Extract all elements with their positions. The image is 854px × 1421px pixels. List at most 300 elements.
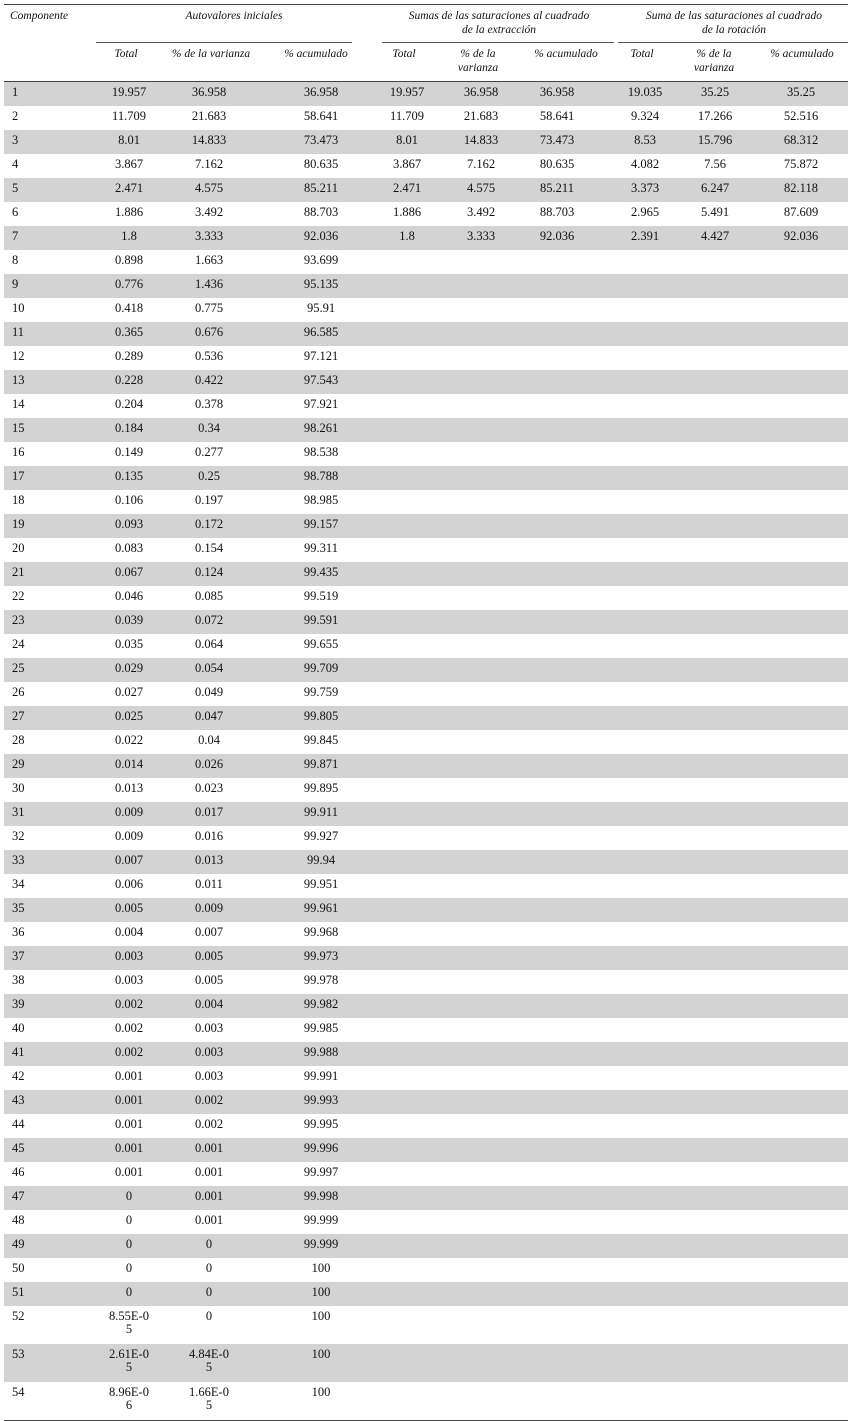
cell-pctvar-1: 0.026 — [194, 757, 224, 771]
header-total-3: Total — [630, 48, 654, 60]
cell-total-1: 0.009 — [114, 829, 144, 843]
cell-pctvar-2: 3.333 — [466, 229, 496, 243]
cell-pctacum-3: 35.25 — [786, 85, 816, 99]
cell-total-1: 0.002 — [114, 1021, 144, 1035]
cell-pctacum-1: 99.996 — [303, 1141, 339, 1155]
cell-total-1: 0.046 — [114, 589, 144, 603]
cell-pctacum-1: 99.805 — [303, 709, 339, 723]
cell-total-1: 8.55E-05 — [109, 1309, 149, 1336]
variance-table — [4, 4, 848, 1421]
cell-total-1: 0.001 — [114, 1069, 144, 1083]
cell-total-1: 0.184 — [114, 421, 144, 435]
cell-pctvar-1: 0.378 — [194, 397, 224, 411]
cell-total-1: 0.025 — [114, 709, 144, 723]
table-row — [4, 1090, 848, 1114]
table-row — [4, 202, 848, 226]
cell-componente: 46 — [12, 1165, 25, 1179]
cell-total-1: 0.002 — [114, 1045, 144, 1059]
cell-componente: 3 — [12, 133, 19, 147]
cell-total-1: 8.01 — [118, 133, 140, 147]
table-row — [4, 946, 848, 970]
table-row — [4, 346, 848, 370]
cell-total-1: 0 — [125, 1261, 133, 1275]
header-pctvar-3 — [684, 47, 744, 75]
header-pctacum-3: % acumulado — [770, 48, 834, 60]
header-group-extraccion-line1: Sumas de las saturaciones al cuadrado — [408, 10, 590, 22]
header-total-2: Total — [392, 48, 416, 60]
cell-total-1: 0.003 — [114, 973, 144, 987]
table-row — [4, 322, 848, 346]
table-row — [4, 1344, 848, 1382]
cell-pctacum-1: 100 — [311, 1285, 331, 1299]
cell-pctvar-1: 0.064 — [194, 637, 224, 651]
cell-pctvar-1: 0.676 — [194, 325, 224, 339]
cell-total-1: 11.709 — [112, 109, 146, 123]
cell-componente: 49 — [12, 1237, 25, 1251]
cell-pctvar-1: 0 — [205, 1309, 213, 1323]
table-body — [4, 82, 848, 1421]
cell-pctvar-1: 7.162 — [194, 157, 224, 171]
table-row — [4, 82, 848, 106]
cell-componente: 31 — [12, 805, 25, 819]
cell-total-1: 8.96E-06 — [109, 1385, 149, 1412]
table-row — [4, 682, 848, 706]
table-row — [4, 1234, 848, 1258]
table-row — [4, 658, 848, 682]
cell-pctvar-2: 21.683 — [463, 109, 499, 123]
cell-pctvar-1: 0 — [205, 1261, 213, 1275]
cell-pctvar-1: 0.001 — [194, 1165, 224, 1179]
cell-pctvar-1: 36.958 — [191, 85, 227, 99]
cell-pctvar-1: 0.422 — [194, 373, 224, 387]
cell-pctacum-1: 99.988 — [303, 1045, 339, 1059]
cell-pctvar-1: 0.277 — [194, 445, 224, 459]
cell-pctacum-1: 99.911 — [304, 805, 338, 819]
cell-total-1: 0.009 — [114, 805, 144, 819]
header-divider-2 — [382, 42, 614, 43]
table-row — [4, 1162, 848, 1186]
cell-componente: 53 — [12, 1347, 25, 1361]
cell-pctacum-1: 100 — [311, 1347, 331, 1361]
cell-pctacum-2: 58.641 — [539, 109, 575, 123]
cell-total-1: 0.776 — [114, 277, 144, 291]
cell-componente: 51 — [12, 1285, 25, 1299]
table-header — [4, 4, 848, 82]
cell-pctacum-1: 99.997 — [303, 1165, 339, 1179]
header-divider-3 — [618, 42, 848, 43]
table-row — [4, 1066, 848, 1090]
cell-pctacum-1: 100 — [311, 1385, 331, 1399]
cell-pctacum-3: 82.118 — [784, 181, 818, 195]
cell-total-1: 1.8 — [121, 229, 137, 243]
header-pctacum-2: % acumulado — [534, 48, 598, 60]
table-row — [4, 514, 848, 538]
cell-componente: 15 — [12, 421, 25, 435]
cell-pctacum-1: 99.985 — [303, 1021, 339, 1035]
cell-componente: 50 — [12, 1261, 25, 1275]
cell-componente: 23 — [12, 613, 25, 627]
cell-pctacum-1: 98.538 — [303, 445, 339, 459]
cell-pctvar-1: 0.003 — [194, 1045, 224, 1059]
cell-componente: 12 — [12, 349, 25, 363]
cell-pctacum-2: 80.635 — [539, 157, 575, 171]
cell-componente: 16 — [12, 445, 25, 459]
table-row — [4, 178, 848, 202]
cell-pctacum-1: 100 — [311, 1309, 331, 1323]
cell-pctvar-1: 0.085 — [194, 589, 224, 603]
cell-pctvar-1: 4.575 — [194, 181, 224, 195]
header-pctvar-1: % de la varianza — [171, 48, 251, 60]
cell-pctvar-1: 0.003 — [194, 1021, 224, 1035]
cell-total-3: 2.391 — [630, 229, 660, 243]
cell-pctacum-1: 93.699 — [303, 253, 339, 267]
cell-total-1: 0.106 — [114, 493, 144, 507]
cell-componente: 8 — [12, 253, 19, 267]
cell-total-1: 0.005 — [114, 901, 144, 915]
table-row — [4, 898, 848, 922]
table-row — [4, 130, 848, 154]
cell-componente: 47 — [12, 1189, 25, 1203]
cell-total-1: 0.289 — [114, 349, 144, 363]
cell-total-1: 0 — [125, 1285, 133, 1299]
table-row — [4, 706, 848, 730]
cell-pctacum-1: 97.543 — [303, 373, 339, 387]
cell-pctvar-3: 4.427 — [700, 229, 730, 243]
header-divider-1 — [96, 42, 352, 43]
cell-pctvar-1: 0.124 — [194, 565, 224, 579]
cell-componente: 2 — [12, 109, 19, 123]
cell-total-1: 0.228 — [114, 373, 144, 387]
cell-total-3: 4.082 — [630, 157, 660, 171]
cell-total-1: 2.471 — [114, 181, 144, 195]
cell-pctvar-1: 0.001 — [194, 1213, 224, 1227]
table-row — [4, 226, 848, 250]
cell-pctvar-3: 17.266 — [697, 109, 733, 123]
cell-total-1: 0.003 — [114, 949, 144, 963]
table-row — [4, 394, 848, 418]
header-total-1: Total — [114, 48, 138, 60]
cell-pctacum-1: 99.709 — [303, 661, 339, 675]
cell-pctvar-1: 1.663 — [194, 253, 224, 267]
cell-pctacum-1: 99.999 — [303, 1237, 339, 1251]
table-row — [4, 466, 848, 490]
cell-componente: 4 — [12, 157, 19, 171]
cell-total-1: 0.001 — [114, 1117, 144, 1131]
cell-total-1: 0.001 — [114, 1093, 144, 1107]
table-row — [4, 610, 848, 634]
cell-componente: 52 — [12, 1309, 25, 1323]
table-row — [4, 730, 848, 754]
cell-pctvar-2: 36.958 — [463, 85, 499, 99]
cell-total-1: 0.035 — [114, 637, 144, 651]
cell-total-1: 3.867 — [114, 157, 144, 171]
cell-componente: 14 — [12, 397, 25, 411]
cell-componente: 38 — [12, 973, 25, 987]
table-row — [4, 1186, 848, 1210]
header-group-rotacion-line1: Suma de las saturaciones al cuadrado — [645, 10, 822, 22]
cell-componente: 48 — [12, 1213, 25, 1227]
table-row — [4, 106, 848, 130]
cell-pctacum-2: 85.211 — [540, 181, 574, 195]
table-row — [4, 1018, 848, 1042]
cell-total-1: 2.61E-05 — [109, 1347, 149, 1374]
cell-pctvar-1: 0.001 — [194, 1189, 224, 1203]
cell-pctacum-1: 99.993 — [303, 1093, 339, 1107]
cell-total-3: 19.035 — [627, 85, 663, 99]
cell-total-1: 0.418 — [114, 301, 144, 315]
cell-pctacum-1: 85.211 — [304, 181, 338, 195]
cell-componente: 54 — [12, 1385, 25, 1399]
cell-componente: 35 — [12, 901, 25, 915]
cell-componente: 40 — [12, 1021, 25, 1035]
cell-pctvar-1: 0.023 — [194, 781, 224, 795]
table-row — [4, 1382, 848, 1420]
cell-componente: 43 — [12, 1093, 25, 1107]
cell-pctvar-1: 1.66E-05 — [189, 1385, 229, 1412]
table-row — [4, 250, 848, 274]
cell-total-1: 0.135 — [114, 469, 144, 483]
cell-total-1: 0.004 — [114, 925, 144, 939]
cell-total-1: 0.067 — [114, 565, 144, 579]
cell-total-1: 0.083 — [114, 541, 144, 555]
table-row — [4, 1114, 848, 1138]
cell-pctacum-1: 99.991 — [303, 1069, 339, 1083]
cell-pctacum-3: 75.872 — [783, 157, 819, 171]
cell-pctacum-1: 80.635 — [303, 157, 339, 171]
cell-componente: 37 — [12, 949, 25, 963]
cell-pctvar-1: 4.84E-05 — [189, 1347, 229, 1374]
table-row — [4, 538, 848, 562]
cell-pctacum-1: 99.978 — [303, 973, 339, 987]
cell-pctvar-1: 1.436 — [194, 277, 224, 291]
cell-componente: 30 — [12, 781, 25, 795]
table-row — [4, 586, 848, 610]
cell-total-1: 0.039 — [114, 613, 144, 627]
table-row — [4, 1042, 848, 1066]
cell-total-3: 3.373 — [630, 181, 660, 195]
cell-componente: 29 — [12, 757, 25, 771]
cell-pctacum-1: 99.519 — [303, 589, 339, 603]
header-pctvar-2 — [448, 47, 508, 75]
table-row — [4, 826, 848, 850]
cell-componente: 21 — [12, 565, 25, 579]
cell-total-1: 0.014 — [114, 757, 144, 771]
cell-total-1: 0.204 — [114, 397, 144, 411]
cell-total-1: 0.013 — [114, 781, 144, 795]
cell-componente: 34 — [12, 877, 25, 891]
cell-componente: 9 — [12, 277, 19, 291]
cell-pctacum-1: 99.968 — [303, 925, 339, 939]
cell-pctvar-1: 0.25 — [198, 469, 220, 483]
cell-pctvar-1: 0.049 — [194, 685, 224, 699]
cell-pctacum-1: 99.951 — [303, 877, 339, 891]
table-row — [4, 274, 848, 298]
header-pctvar-3-a: % de la — [696, 48, 732, 60]
table-row — [4, 298, 848, 322]
cell-pctacum-1: 97.121 — [303, 349, 339, 363]
cell-pctacum-1: 96.585 — [303, 325, 339, 339]
cell-componente: 19 — [12, 517, 25, 531]
cell-pctacum-1: 99.871 — [303, 757, 339, 771]
cell-componente: 27 — [12, 709, 25, 723]
table-row — [4, 1258, 848, 1282]
cell-total-1: 1.886 — [114, 205, 144, 219]
cell-total-3: 2.965 — [630, 205, 660, 219]
header-group-extraccion-line2: de la extracción — [461, 24, 537, 36]
cell-pctacum-1: 88.703 — [303, 205, 339, 219]
cell-total-1: 0.027 — [114, 685, 144, 699]
cell-pctacum-1: 99.982 — [303, 997, 339, 1011]
header-pctacum-1: % acumulado — [284, 48, 348, 60]
cell-total-3: 8.53 — [634, 133, 656, 147]
cell-total-1: 0.093 — [114, 517, 144, 531]
cell-pctvar-1: 0.016 — [194, 829, 224, 843]
cell-total-2: 8.01 — [396, 133, 418, 147]
header-group-rotacion — [624, 9, 844, 37]
table-row — [4, 418, 848, 442]
cell-pctvar-1: 3.333 — [194, 229, 224, 243]
cell-total-1: 0.029 — [114, 661, 144, 675]
cell-pctacum-3: 68.312 — [783, 133, 819, 147]
header-pctvar-3-b: varianza — [693, 62, 735, 74]
cell-componente: 25 — [12, 661, 25, 675]
cell-pctacum-1: 36.958 — [303, 85, 339, 99]
cell-pctvar-2: 7.162 — [466, 157, 496, 171]
cell-pctvar-1: 0.172 — [194, 517, 224, 531]
table-row — [4, 1210, 848, 1234]
cell-pctvar-1: 0.197 — [194, 493, 224, 507]
cell-pctacum-1: 99.999 — [303, 1213, 339, 1227]
cell-componente: 10 — [12, 301, 25, 315]
cell-total-1: 0.149 — [114, 445, 144, 459]
cell-pctvar-1: 0 — [205, 1237, 213, 1251]
cell-total-1: 0.001 — [114, 1141, 144, 1155]
cell-pctacum-1: 98.985 — [303, 493, 339, 507]
cell-pctvar-1: 0.005 — [194, 949, 224, 963]
cell-pctacum-3: 87.609 — [783, 205, 819, 219]
cell-pctacum-3: 92.036 — [783, 229, 819, 243]
cell-pctvar-1: 0.007 — [194, 925, 224, 939]
cell-total-1: 0 — [125, 1237, 133, 1251]
cell-componente: 39 — [12, 997, 25, 1011]
table-row — [4, 442, 848, 466]
cell-total-1: 0.898 — [114, 253, 144, 267]
table-row — [4, 970, 848, 994]
cell-pctvar-1: 0.04 — [198, 733, 220, 747]
cell-pctvar-1: 0.005 — [194, 973, 224, 987]
table-row — [4, 994, 848, 1018]
cell-pctacum-1: 99.655 — [303, 637, 339, 651]
cell-componente: 41 — [12, 1045, 25, 1059]
cell-pctvar-1: 0.002 — [194, 1093, 224, 1107]
cell-pctvar-1: 14.833 — [191, 133, 227, 147]
cell-componente: 20 — [12, 541, 25, 555]
cell-pctvar-1: 0.536 — [194, 349, 224, 363]
cell-pctvar-3: 7.56 — [704, 157, 726, 171]
cell-pctvar-1: 3.492 — [194, 205, 224, 219]
table-row — [4, 490, 848, 514]
cell-componente: 22 — [12, 589, 25, 603]
cell-componente: 11 — [12, 325, 25, 339]
cell-componente: 45 — [12, 1141, 25, 1155]
cell-pctacum-1: 99.961 — [303, 901, 339, 915]
table-row — [4, 1282, 848, 1306]
cell-pctvar-1: 0.775 — [194, 301, 224, 315]
cell-pctvar-1: 0.154 — [194, 541, 224, 555]
table-row — [4, 562, 848, 586]
cell-pctacum-2: 36.958 — [539, 85, 575, 99]
cell-total-1: 0 — [125, 1213, 133, 1227]
cell-total-1: 0 — [125, 1189, 133, 1203]
cell-pctvar-2: 4.575 — [466, 181, 496, 195]
cell-componente: 44 — [12, 1117, 25, 1131]
header-group-autovalores: Autovalores iniciales — [185, 10, 283, 22]
cell-pctacum-1: 99.895 — [303, 781, 339, 795]
table-row — [4, 754, 848, 778]
table-row — [4, 634, 848, 658]
cell-total-2: 19.957 — [389, 85, 425, 99]
cell-componente: 36 — [12, 925, 25, 939]
cell-pctvar-3: 5.491 — [700, 205, 730, 219]
cell-total-1: 0.022 — [114, 733, 144, 747]
cell-total-1: 0.007 — [114, 853, 144, 867]
cell-total-1: 0.002 — [114, 997, 144, 1011]
header-componente: Componente — [10, 10, 69, 22]
cell-pctacum-1: 99.591 — [303, 613, 339, 627]
cell-componente: 33 — [12, 853, 25, 867]
cell-pctvar-1: 0.34 — [198, 421, 220, 435]
cell-componente: 6 — [12, 205, 19, 219]
table-row — [4, 1306, 848, 1344]
cell-componente: 28 — [12, 733, 25, 747]
cell-pctacum-2: 88.703 — [539, 205, 575, 219]
cell-componente: 1 — [12, 85, 19, 99]
cell-pctvar-2: 14.833 — [463, 133, 499, 147]
cell-pctvar-1: 0.047 — [194, 709, 224, 723]
cell-pctacum-1: 99.157 — [303, 517, 339, 531]
cell-componente: 17 — [12, 469, 25, 483]
cell-total-1: 0.365 — [114, 325, 144, 339]
cell-componente: 32 — [12, 829, 25, 843]
cell-pctacum-1: 98.788 — [303, 469, 339, 483]
cell-total-2: 1.8 — [399, 229, 415, 243]
cell-pctacum-1: 99.995 — [303, 1117, 339, 1131]
cell-pctvar-1: 0.004 — [194, 997, 224, 1011]
cell-pctacum-1: 92.036 — [303, 229, 339, 243]
cell-pctvar-1: 0.002 — [194, 1117, 224, 1131]
cell-pctacum-1: 98.261 — [303, 421, 339, 435]
table-row — [4, 778, 848, 802]
cell-pctacum-1: 99.94 — [306, 853, 336, 867]
cell-pctacum-1: 99.311 — [304, 541, 338, 555]
table-row — [4, 850, 848, 874]
cell-pctvar-3: 15.796 — [697, 133, 733, 147]
cell-pctvar-1: 0.001 — [194, 1141, 224, 1155]
cell-pctacum-1: 95.135 — [303, 277, 339, 291]
cell-pctacum-2: 92.036 — [539, 229, 575, 243]
cell-total-1: 0.001 — [114, 1165, 144, 1179]
cell-pctacum-1: 99.973 — [303, 949, 339, 963]
cell-pctacum-1: 99.927 — [303, 829, 339, 843]
header-pctvar-2-b: varianza — [457, 62, 499, 74]
cell-pctacum-1: 73.473 — [303, 133, 339, 147]
table-row — [4, 922, 848, 946]
cell-total-1: 0.006 — [114, 877, 144, 891]
cell-pctacum-1: 95.91 — [306, 301, 336, 315]
cell-pctvar-2: 3.492 — [466, 205, 496, 219]
cell-pctacum-1: 99.759 — [303, 685, 339, 699]
table-row — [4, 874, 848, 898]
